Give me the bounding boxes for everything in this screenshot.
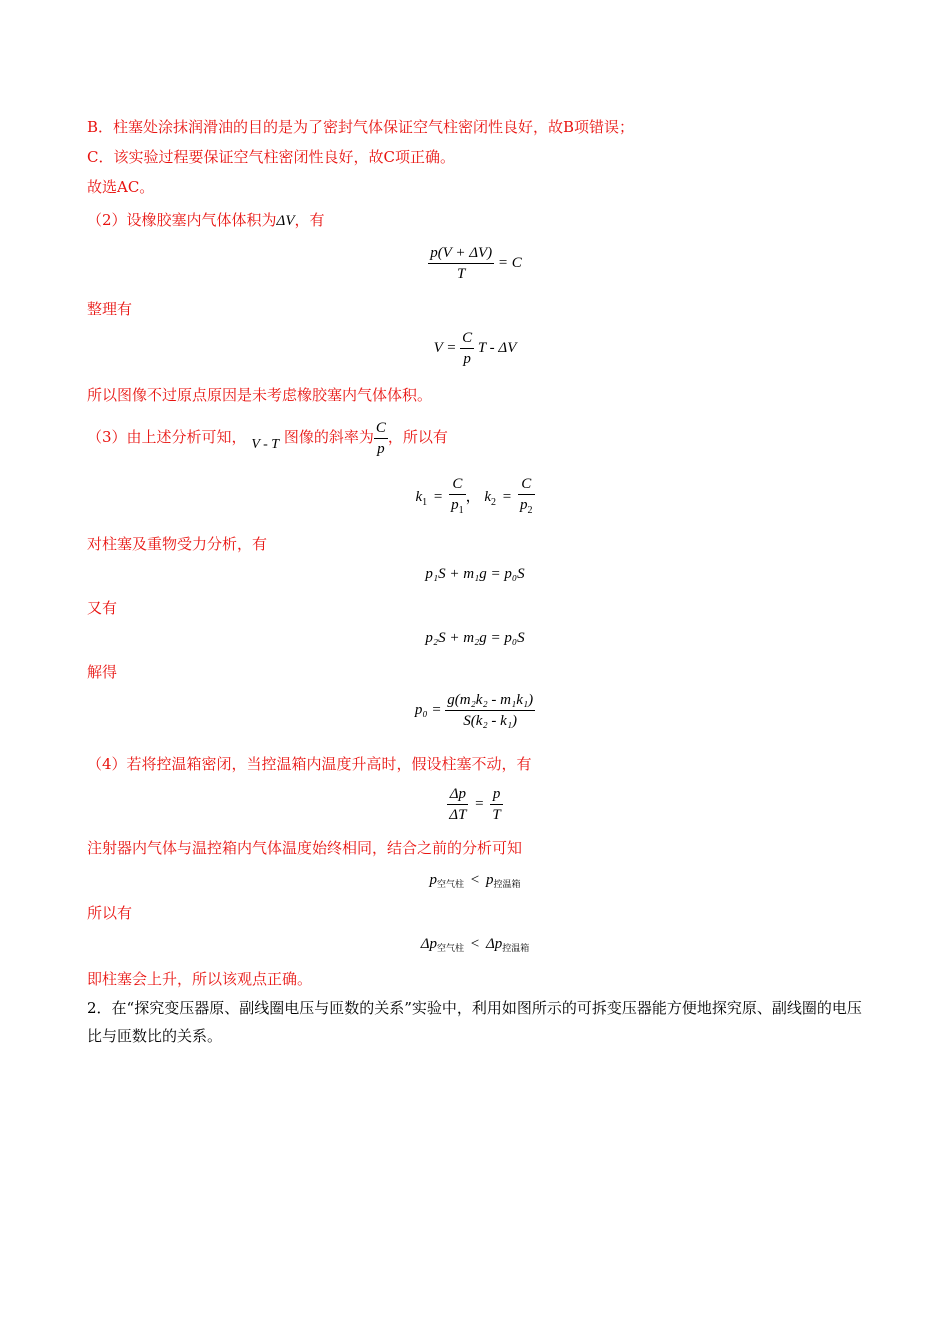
fraction-numerator: C — [518, 474, 535, 495]
equation-rhs: = C — [497, 254, 522, 271]
v-t-symbol: V - T — [251, 437, 280, 452]
fraction-numerator: Δp — [447, 784, 468, 805]
fraction-denominator: p — [463, 351, 471, 367]
conclusion-text: 即柱塞会上升，所以该观点正确。 — [87, 970, 313, 988]
part3-suffix: ，所以有 — [387, 428, 448, 446]
equation-volume — [0, 328, 950, 369]
part2-text: （2）设橡胶塞内气体体积为 — [87, 211, 277, 229]
answer-choice: 故选AC。 — [87, 178, 155, 196]
equation-ratio: $\frac{\Delta p}{\Delta T}$ = $\frac{p}{T}$ — [449, 786, 501, 823]
delta-pressure-symbol: Δp — [485, 936, 503, 952]
subscript-air-column: 空气柱 — [437, 879, 465, 889]
subscript-air-column: 空气柱 — [437, 943, 465, 953]
inequality-pressure: $p_{空气柱} < p_{控温箱}$ — [429, 872, 521, 889]
fraction-numerator: p(V + ΔV) — [428, 243, 494, 264]
fraction-denominator: T — [492, 807, 501, 823]
k2-denominator: p — [520, 497, 528, 513]
fraction-denominator: T — [457, 266, 466, 282]
equation-force-2: p₂S + m₂g = p₀S — [425, 630, 525, 646]
inequality-delta-pressure: $\Delta p_{空气柱} < \Delta p_{控温箱}$ — [420, 936, 530, 953]
fraction-numerator: C — [460, 328, 474, 349]
statement-c: C．该实验过程要保证空气柱密闭性良好，故C项正确。 — [87, 148, 455, 166]
part4-intro: （4）若将控温箱密闭，当控温箱内温度升高时，假设柱塞不动，有 — [87, 755, 532, 773]
fraction-dp-dt — [447, 784, 468, 825]
fraction-p0 — [445, 690, 535, 731]
equation-rhs: T - ΔV — [477, 339, 517, 356]
delta-v-symbol: ΔV — [276, 213, 295, 229]
equation-lhs: V = — [433, 339, 457, 356]
reason-text: 所以图像不过原点原因是未考虑橡胶塞内气体体积。 — [87, 386, 433, 404]
equation-k-values: $k_1$ = $\frac{C}{p_1}$ ， $k_2$ = $\frac{C}{p_2}$ — [0, 474, 950, 521]
so-text: 所以有 — [87, 904, 133, 922]
again-text: 又有 — [87, 599, 118, 617]
fraction-state — [428, 243, 494, 284]
slope-fraction — [374, 418, 388, 459]
fraction-numerator: g(m₂k₂ - m₁k₁) — [445, 690, 535, 711]
k2-subscript: 2 — [491, 496, 497, 508]
fraction-k2 — [518, 474, 535, 521]
k1-subscript: 1 — [422, 496, 428, 508]
fraction-k1 — [449, 474, 466, 521]
fraction-p-t — [490, 784, 502, 825]
equation-force-1: p₁S + m₁g = p₀S — [425, 566, 525, 582]
equation-state — [0, 243, 950, 284]
k1-denominator: p — [451, 497, 459, 513]
problem-2-text: 2．在“探究变压器原、副线圈电压与匝数的关系”实验中，利用如图所示的可拆变压器能方便地探究原、副线圈的电压比与匝数比的关系。 — [87, 999, 862, 1045]
part2-suffix: ，有 — [294, 211, 325, 229]
fraction-denominator: p — [377, 440, 385, 457]
statement-b: B．柱塞处涂抹润滑油的目的是为了密封气体保证空气柱密闭性良好，故B项错误； — [87, 118, 635, 136]
fraction-c-over-p — [460, 328, 474, 369]
equation-p0 — [0, 690, 950, 731]
equation-lhs: p₀ = — [414, 701, 442, 718]
delta-pressure-symbol: Δp — [420, 936, 437, 952]
subscript-temp-box: 控温箱 — [493, 879, 521, 889]
fraction-denominator — [449, 495, 466, 521]
k1-den-subscript: 1 — [458, 505, 464, 516]
same-temp-text: 注射器内气体与温控箱内气体温度始终相同，结合之前的分析可知 — [87, 839, 523, 857]
part3-slope-text: 图像的斜率为 — [283, 428, 374, 446]
fraction-denominator: ΔT — [449, 807, 467, 823]
pressure-symbol: p — [429, 872, 437, 888]
organize-text: 整理有 — [87, 300, 133, 318]
k1-symbol: k — [415, 488, 423, 505]
fraction-numerator: C — [449, 474, 466, 495]
part3-text: （3）由上述分析可知， — [87, 428, 247, 446]
fraction-denominator — [518, 495, 535, 521]
pressure-symbol: p — [485, 872, 494, 888]
part2-intro — [87, 210, 325, 231]
fraction-numerator: p — [490, 784, 502, 805]
fraction-numerator: C — [374, 418, 388, 439]
k2-den-subscript: 2 — [527, 505, 533, 516]
part3-intro — [87, 415, 448, 467]
k2-symbol: k — [484, 488, 492, 505]
solve-text: 解得 — [87, 663, 118, 681]
fraction-denominator: S(k₂ - k₁) — [463, 713, 518, 729]
subscript-temp-box: 控温箱 — [502, 943, 530, 953]
force-text: 对柱塞及重物受力分析，有 — [87, 535, 268, 553]
